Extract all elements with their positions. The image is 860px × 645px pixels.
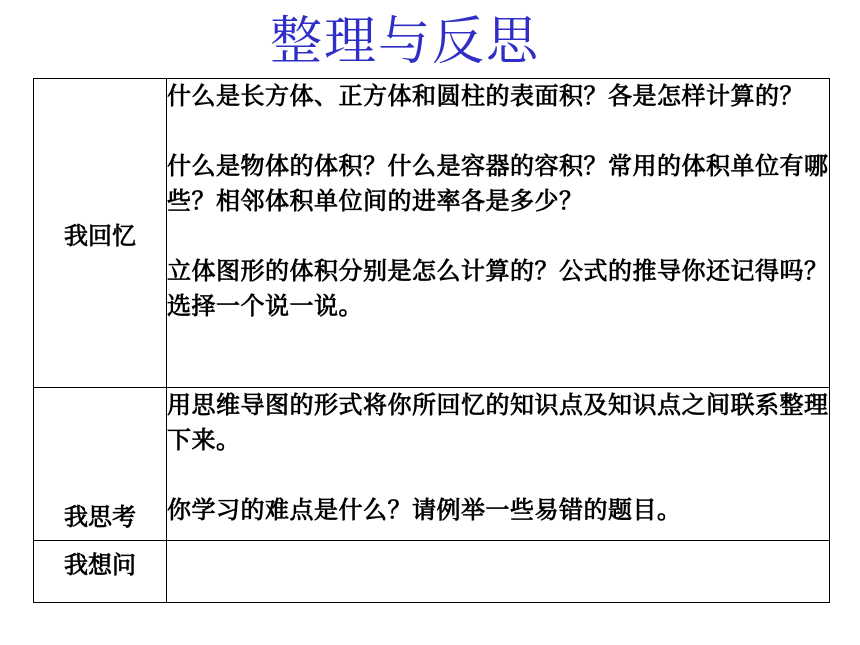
recall-question-volume-formulas: 立体图形的体积分别是怎么计算的？公式的推导你还记得吗？选择一个说一说。 [167,257,829,320]
page-title: 整理与反思 [269,12,540,72]
reflection-table [33,78,830,603]
think-prompt-difficulties: 你学习的难点是什么？请例举一些易错的题目。 [167,496,682,524]
row-content-think [167,388,830,541]
recall-question-volume-units: 什么是物体的体积？什么是容器的容积？常用的体积单位有哪些？相邻体积单位间的进率各是多少？ [167,152,829,215]
row-label-think: 我思考 [34,388,167,541]
recall-question-surface-area: 什么是长方体、正方体和圆柱的表面积？各是怎样计算的？ [167,82,804,110]
table-row-recall [34,79,830,388]
row-content-ask-empty [167,541,830,603]
row-label-ask: 我想问 [34,541,167,603]
table-row-ask [34,541,830,603]
think-prompt-mind-map: 用思维导图的形式将你所回忆的知识点及知识点之间联系整理下来。 [167,391,829,454]
row-content-recall [167,79,830,388]
row-label-recall: 我回忆 [34,79,167,388]
table-row-think [34,388,830,541]
